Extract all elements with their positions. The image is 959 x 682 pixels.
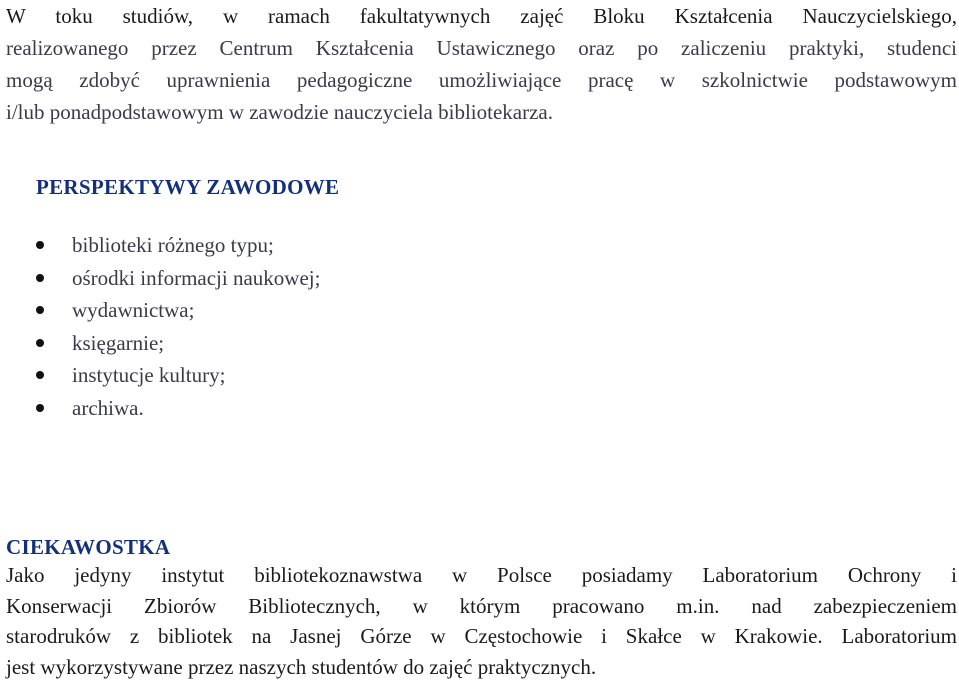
ciekawostka-line: jest wykorzystywane przez naszych studentów do zajęć praktycznych. (6, 652, 957, 682)
intro-line: mogą zdobyć uprawnienia pedagogiczne umożliwiające pracę w szkolnictwie podstawowym (6, 64, 957, 96)
list-item (36, 359, 320, 392)
list-item (36, 229, 320, 262)
list-item-label: biblioteki różnego typu; (72, 233, 274, 257)
list-item-label: instytucje kultury; (72, 363, 225, 387)
ciekawostka-paragraph (6, 560, 957, 682)
list-item (36, 327, 320, 360)
bullet-icon (36, 274, 44, 282)
list-item-label: księgarnie; (72, 331, 164, 355)
intro-line: realizowanego przez Centrum Kształcenia Ustawicznego oraz po zaliczeniu praktyki, studenci (6, 32, 957, 64)
list-item-label: ośrodki informacji naukowej; (72, 266, 320, 290)
ciekawostka-line: Jako jedyny instytut bibliotekoznawstwa w Polsce posiadamy Laboratorium Ochrony i (6, 560, 957, 591)
intro-line: i/lub ponadpodstawowym w zawodzie nauczyciela bibliotekarza. (6, 96, 957, 128)
ciekawostka-line: Konserwacji Zbiorów Bibliotecznych, w którym pracowano m.in. nad zabezpieczeniem (6, 591, 957, 622)
section-title-ciekawostka: CIEKAWOSTKA (6, 533, 170, 561)
bullet-icon (36, 404, 44, 412)
career-prospects-list (36, 229, 320, 424)
bullet-icon (36, 339, 44, 347)
ciekawostka-line: starodruków z bibliotek na Jasnej Górze w Częstochowie i Skałce w Krakowie. Laboratorium (6, 621, 957, 652)
list-item (36, 294, 320, 327)
intro-paragraph (6, 0, 957, 128)
bullet-icon (36, 241, 44, 249)
bullet-icon (36, 306, 44, 314)
list-item (36, 262, 320, 295)
list-item (36, 392, 320, 425)
section-title-perspektywy: PERSPEKTYWY ZAWODOWE (36, 173, 339, 201)
list-item-label: wydawnictwa; (72, 298, 194, 322)
list-item-label: archiwa. (72, 396, 144, 420)
bullet-icon (36, 371, 44, 379)
intro-line: W toku studiów, w ramach fakultatywnych zajęć Bloku Kształcenia Nauczycielskiego, (6, 0, 957, 32)
document-page (6, 0, 957, 128)
